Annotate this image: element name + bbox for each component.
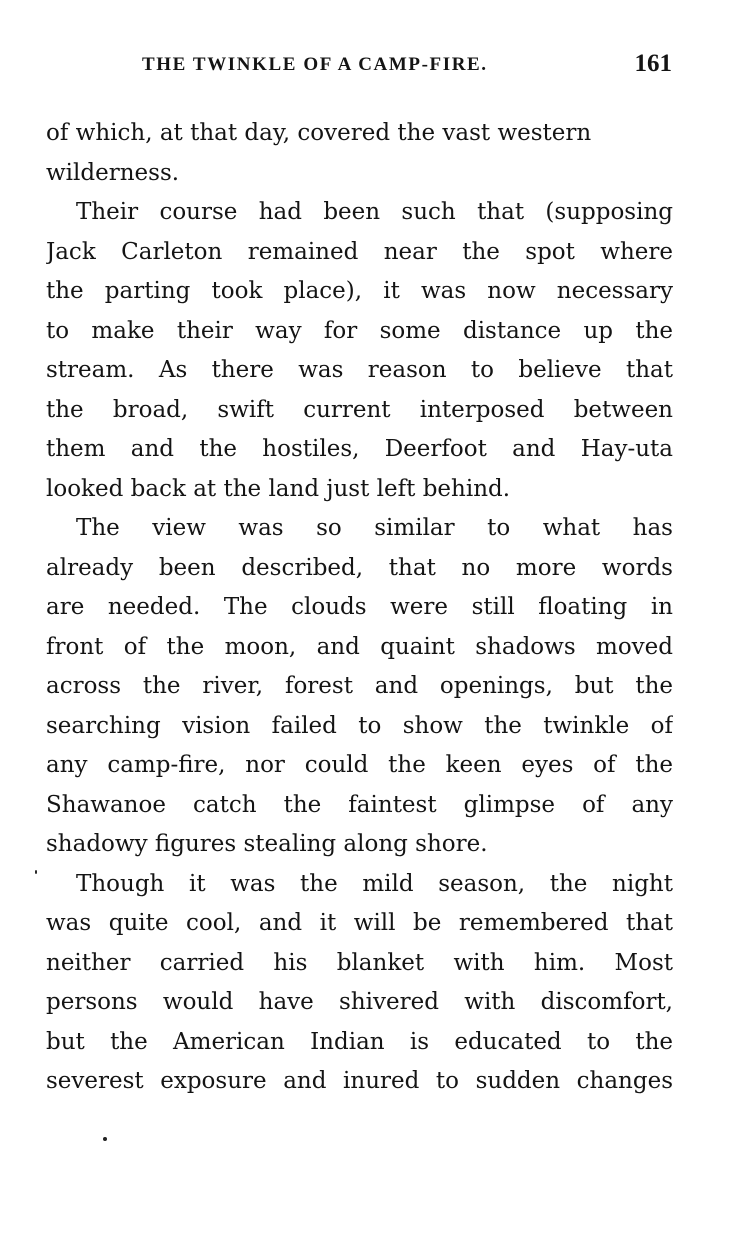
text-line: searching vision failed to show the twinkle of [46, 713, 673, 739]
text-line: severest exposure and inured to sudden changes [46, 1068, 673, 1094]
text-line: shadowy figures stealing along shore. [46, 831, 488, 857]
text-line: Though it was the mild season, the night [76, 871, 673, 897]
text-line: the broad, swift current interposed between [46, 397, 673, 423]
text-line: Their course had been such that (supposing [76, 199, 673, 225]
text-line: to make their way for some distance up the [46, 318, 673, 344]
text-line: was quite cool, and it will be remembered that [46, 910, 673, 936]
text-line: persons would have shivered with discomfort, [46, 989, 673, 1015]
text-line: the parting took place), it was now necessary [46, 278, 673, 304]
text-line: The view was so similar to what has [76, 515, 673, 541]
text-line: stream. As there was reason to believe that [46, 357, 673, 383]
page-number: 161 [634, 50, 672, 77]
ink-speck [35, 870, 37, 874]
text-line: across the river, forest and openings, but the [46, 673, 673, 699]
text-line: them and the hostiles, Deerfoot and Hay-uta [46, 436, 673, 462]
text-line: are needed. The clouds were still floating in [46, 594, 673, 620]
text-line: already been described, that no more words [46, 555, 673, 581]
text-line: neither carried his blanket with him. Most [46, 950, 673, 976]
running-head [46, 50, 672, 84]
text-line: of which, at that day, covered the vast western [46, 120, 592, 146]
text-line: Jack Carleton remained near the spot where [46, 239, 673, 265]
text-line: but the American Indian is educated to the [46, 1029, 673, 1055]
text-line: front of the moon, and quaint shadows moved [46, 634, 673, 660]
text-line: any camp-fire, nor could the keen eyes of the [46, 752, 673, 778]
text-line: wilderness. [46, 160, 180, 186]
text-line: Shawanoe catch the faintest glimpse of any [46, 792, 673, 818]
text-line: looked back at the land just left behind. [46, 476, 511, 502]
running-title: THE TWINKLE OF A CAMP-FIRE. [142, 54, 488, 75]
ink-speck [103, 1137, 107, 1141]
